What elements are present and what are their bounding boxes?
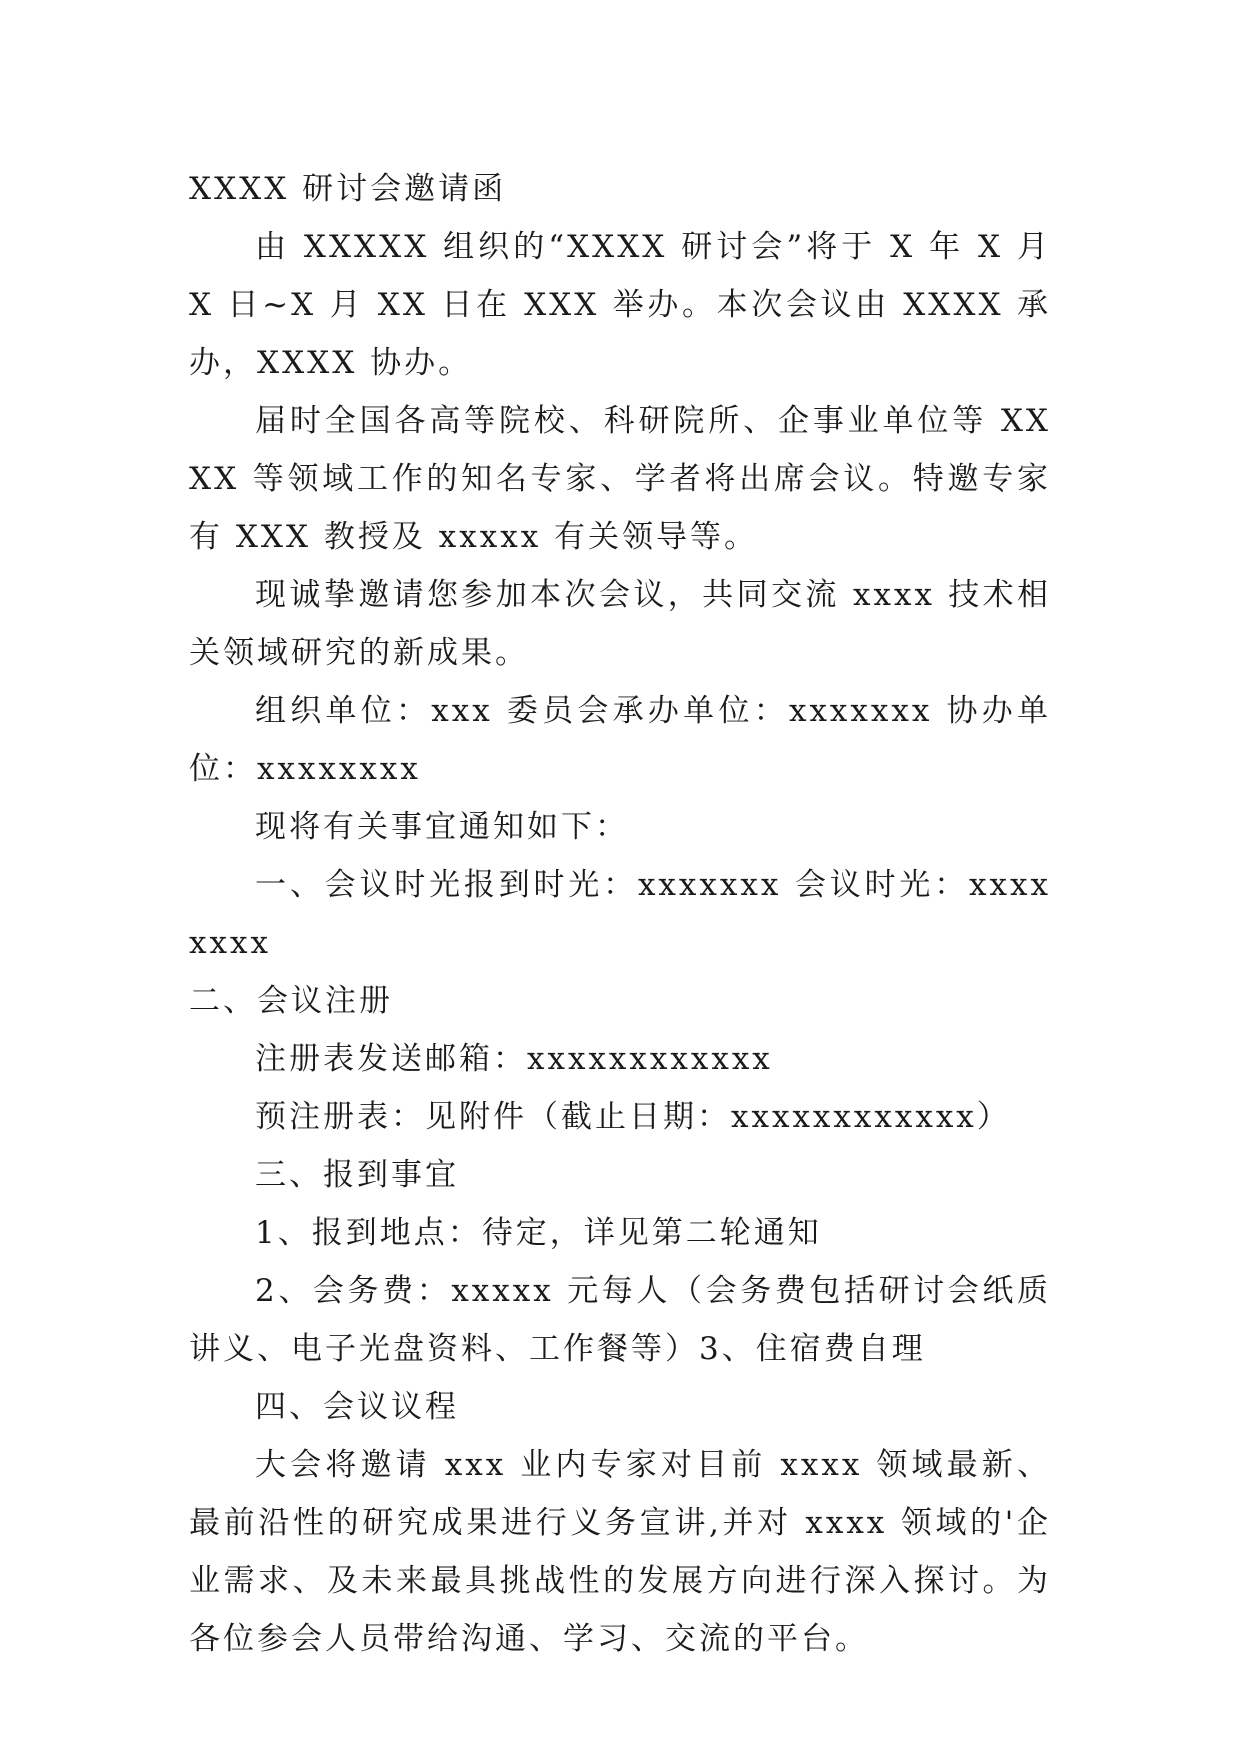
section-registration-heading: 二、会议注册 — [189, 983, 393, 1019]
section-checkin-heading: 三、报到事宜 — [255, 1157, 459, 1193]
paragraph-notice: 现将有关事宜通知如下： — [255, 809, 629, 845]
document-body — [189, 160, 1051, 1668]
section-meeting-time: 一、会议时光报到时光：xxxxxxx 会议时光：xxxxxxxx — [189, 867, 1051, 961]
paragraph-intro: 由 XXXXX 组织的“XXXX 研讨会”将于 X 年 X 月 X 日~X 月 XX 日在 XXX 举办。本次会议由 XXXX 承办，XXXX 协办。 — [189, 229, 1051, 381]
paragraph-attendees: 届时全国各高等院校、科研院所、企事业单位等 XXXX 等领域工作的知名专家、学者将出席会议。特邀专家有 XXX 教授及 xxxxx 有关领导等。 — [189, 403, 1051, 555]
checkin-location: 1、报到地点：待定，详见第二轮通知 — [255, 1215, 822, 1251]
paragraph-organizers: 组织单位：xxx 委员会承办单位：xxxxxxx 协办单位：xxxxxxxx — [189, 693, 1051, 787]
section-agenda-heading: 四、会议议程 — [255, 1389, 459, 1425]
document-title: XXXX 研讨会邀请函 — [189, 171, 507, 207]
paragraph-invitation: 现诚挚邀请您参加本次会议，共同交流 xxxx 技术相关领域研究的新成果。 — [189, 577, 1051, 671]
conference-fee: 2、会务费：xxxxx 元每人（会务费包括研讨会纸质讲义、电子光盘资料、工作餐等）3、住宿费自理 — [189, 1273, 1051, 1367]
registration-email: 注册表发送邮箱：xxxxxxxxxxxx — [255, 1041, 773, 1077]
pre-registration-form: 预注册表：见附件（截止日期：xxxxxxxxxxxx） — [255, 1099, 1011, 1135]
agenda-description: 大会将邀请 xxx 业内专家对目前 xxxx 领域最新、最前沿性的研究成果进行义务宣讲,并对 xxxx 领域的'企业需求、及未来最具挑战性的发展方向进行深入探讨。为各位参会人员带给沟通、学习、交流的平台。 — [189, 1447, 1051, 1657]
